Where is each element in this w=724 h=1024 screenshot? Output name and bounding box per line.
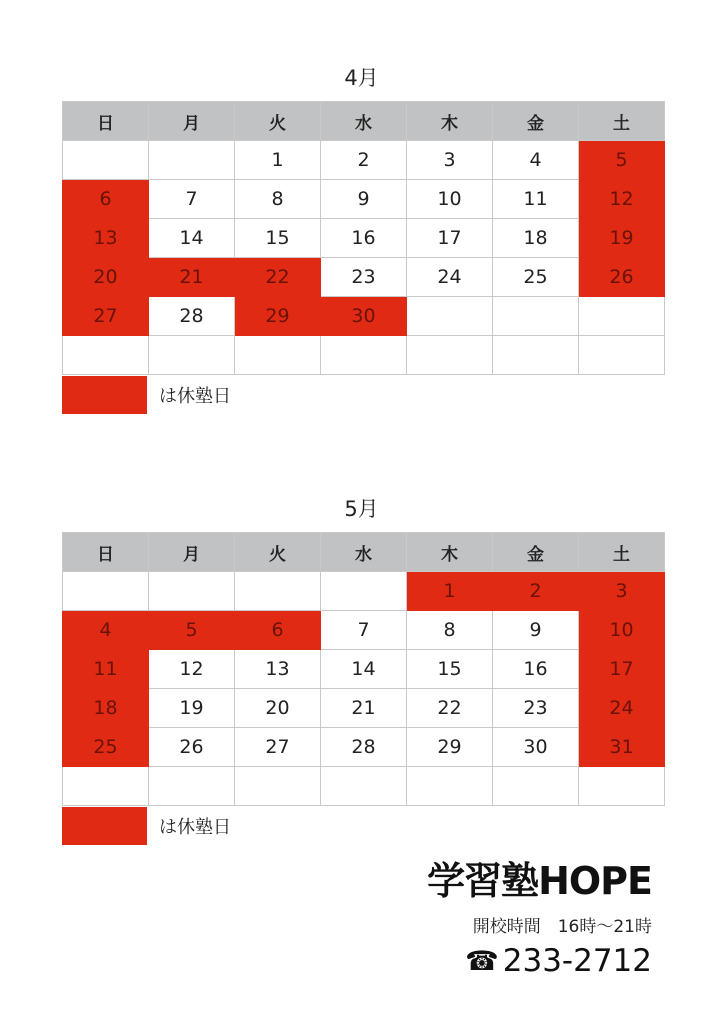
calendar-april xyxy=(62,101,665,375)
day-cell: 21 xyxy=(321,689,407,728)
day-cell-holiday: 20 xyxy=(63,258,149,297)
school-name: 学習塾HOPE xyxy=(427,859,652,903)
day-cell xyxy=(493,297,579,336)
day-cell-holiday: 25 xyxy=(63,728,149,767)
telephone-icon: ☎ xyxy=(465,945,499,977)
weekday-header-row xyxy=(63,102,665,141)
day-cell-holiday: 1 xyxy=(407,572,493,611)
day-cell: 12 xyxy=(149,650,235,689)
day-cell xyxy=(579,767,665,806)
day-cell: 7 xyxy=(321,611,407,650)
day-cell xyxy=(321,572,407,611)
day-cell xyxy=(149,336,235,375)
day-cell: 17 xyxy=(407,219,493,258)
month-title-may: 5月 xyxy=(344,497,379,521)
day-cell-holiday: 26 xyxy=(579,258,665,297)
day-cell xyxy=(63,767,149,806)
day-cell xyxy=(407,767,493,806)
phone-number-block xyxy=(465,943,652,979)
day-cell: 15 xyxy=(407,650,493,689)
day-cell xyxy=(235,767,321,806)
day-cell: 16 xyxy=(493,650,579,689)
day-cell-holiday: 10 xyxy=(579,611,665,650)
day-cell: 8 xyxy=(235,180,321,219)
day-cell-holiday: 5 xyxy=(579,141,665,180)
week-row xyxy=(63,767,665,806)
week-row xyxy=(63,180,665,219)
day-cell-holiday: 31 xyxy=(579,728,665,767)
calendar-may xyxy=(62,532,665,806)
legend-text: は休塾日 xyxy=(159,817,231,838)
day-cell xyxy=(63,141,149,180)
weekday-header: 土 xyxy=(579,533,665,572)
weekday-header: 金 xyxy=(493,102,579,141)
day-cell: 23 xyxy=(321,258,407,297)
day-cell: 20 xyxy=(235,689,321,728)
day-cell xyxy=(149,767,235,806)
month-title-april: 4月 xyxy=(344,66,379,90)
day-cell-holiday: 6 xyxy=(235,611,321,650)
day-cell: 26 xyxy=(149,728,235,767)
weekday-header: 月 xyxy=(149,533,235,572)
week-row xyxy=(63,219,665,258)
day-cell: 30 xyxy=(493,728,579,767)
day-cell-holiday: 5 xyxy=(149,611,235,650)
day-cell: 8 xyxy=(407,611,493,650)
phone-number: 233-2712 xyxy=(502,943,652,979)
week-row xyxy=(63,728,665,767)
day-cell xyxy=(407,336,493,375)
day-cell-holiday: 17 xyxy=(579,650,665,689)
day-cell-holiday: 6 xyxy=(63,180,149,219)
week-row xyxy=(63,141,665,180)
opening-hours: 開校時間 16時～21時 xyxy=(472,917,652,937)
day-cell: 16 xyxy=(321,219,407,258)
day-cell: 24 xyxy=(407,258,493,297)
legend-may xyxy=(62,807,231,845)
day-cell-holiday: 29 xyxy=(235,297,321,336)
day-cell: 4 xyxy=(493,141,579,180)
day-cell: 11 xyxy=(493,180,579,219)
day-cell: 9 xyxy=(321,180,407,219)
day-cell xyxy=(63,336,149,375)
day-cell-holiday: 19 xyxy=(579,219,665,258)
day-cell-holiday: 27 xyxy=(63,297,149,336)
day-cell-holiday: 18 xyxy=(63,689,149,728)
day-cell: 3 xyxy=(407,141,493,180)
weekday-header: 土 xyxy=(579,102,665,141)
day-cell: 13 xyxy=(235,650,321,689)
day-cell-holiday: 22 xyxy=(235,258,321,297)
day-cell-holiday: 21 xyxy=(149,258,235,297)
day-cell xyxy=(493,336,579,375)
week-row xyxy=(63,258,665,297)
day-cell-holiday: 4 xyxy=(63,611,149,650)
weekday-header: 金 xyxy=(493,533,579,572)
day-cell: 28 xyxy=(321,728,407,767)
day-cell xyxy=(321,767,407,806)
day-cell: 15 xyxy=(235,219,321,258)
weekday-header: 木 xyxy=(407,533,493,572)
day-cell-holiday: 24 xyxy=(579,689,665,728)
weekday-header: 火 xyxy=(235,533,321,572)
weekday-header: 月 xyxy=(149,102,235,141)
day-cell: 22 xyxy=(407,689,493,728)
week-row xyxy=(63,689,665,728)
day-cell: 29 xyxy=(407,728,493,767)
day-cell-holiday: 30 xyxy=(321,297,407,336)
day-cell xyxy=(321,336,407,375)
day-cell: 19 xyxy=(149,689,235,728)
day-cell-holiday: 12 xyxy=(579,180,665,219)
day-cell xyxy=(149,572,235,611)
weekday-header: 水 xyxy=(321,533,407,572)
day-cell-holiday: 3 xyxy=(579,572,665,611)
weekday-header: 日 xyxy=(63,533,149,572)
day-cell: 27 xyxy=(235,728,321,767)
day-cell: 18 xyxy=(493,219,579,258)
day-cell-holiday: 2 xyxy=(493,572,579,611)
day-cell: 14 xyxy=(321,650,407,689)
weekday-header-row xyxy=(63,533,665,572)
week-row xyxy=(63,297,665,336)
day-cell xyxy=(407,297,493,336)
holiday-swatch xyxy=(62,807,147,845)
weekday-header: 水 xyxy=(321,102,407,141)
day-cell xyxy=(579,336,665,375)
day-cell: 25 xyxy=(493,258,579,297)
day-cell xyxy=(579,297,665,336)
weekday-header: 木 xyxy=(407,102,493,141)
day-cell: 14 xyxy=(149,219,235,258)
week-row xyxy=(63,650,665,689)
day-cell: 23 xyxy=(493,689,579,728)
week-row xyxy=(63,336,665,375)
day-cell xyxy=(149,141,235,180)
weekday-header: 火 xyxy=(235,102,321,141)
holiday-swatch xyxy=(62,376,147,414)
day-cell: 10 xyxy=(407,180,493,219)
day-cell xyxy=(493,767,579,806)
day-cell-holiday: 11 xyxy=(63,650,149,689)
legend-text: は休塾日 xyxy=(159,386,231,407)
day-cell: 7 xyxy=(149,180,235,219)
day-cell: 9 xyxy=(493,611,579,650)
week-row xyxy=(63,572,665,611)
day-cell-holiday: 13 xyxy=(63,219,149,258)
day-cell xyxy=(235,572,321,611)
day-cell xyxy=(63,572,149,611)
legend-april xyxy=(62,376,231,414)
week-row xyxy=(63,611,665,650)
day-cell: 28 xyxy=(149,297,235,336)
day-cell: 1 xyxy=(235,141,321,180)
weekday-header: 日 xyxy=(63,102,149,141)
day-cell xyxy=(235,336,321,375)
day-cell: 2 xyxy=(321,141,407,180)
